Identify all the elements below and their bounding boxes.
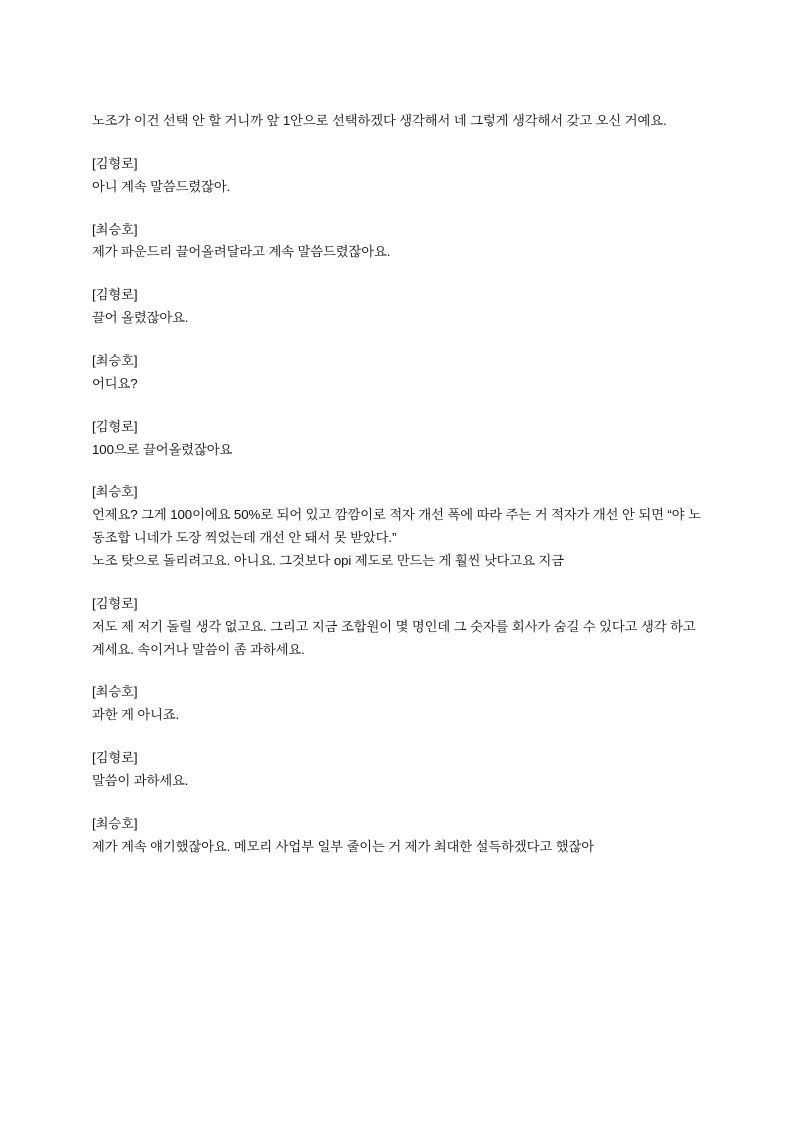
dialogue-block <box>92 153 708 199</box>
continuation-paragraph-block <box>92 110 708 133</box>
dialogue-line: 끌어 올렸잖아요. <box>92 310 189 326</box>
speaker-label: [김형로] <box>92 750 138 766</box>
speaker-label: [최승호] <box>92 221 138 237</box>
dialogue-line: 제가 계속 얘기했잖아요. 메모리 사업부 일부 줄이는 거 제가 최대한 설득하겠다고 했잖아 <box>92 838 594 854</box>
speaker-label: [최승호] <box>92 815 138 831</box>
speaker-label: [최승호] <box>92 484 138 500</box>
speaker-label: [김형로] <box>92 287 138 303</box>
transcript-body <box>92 110 708 859</box>
dialogue-line: 언제요? 그게 100이에요 50%로 되어 있고 깜깜이로 적자 개선 폭에 따라 주는 거 적자가 개선 안 되면 “야 노동조합 니네가 도장 찍었는데 개선 안 돼서 못 받았다.” <box>92 507 701 546</box>
dialogue-block <box>92 219 708 265</box>
dialogue-line: 말씀이 과하세요. <box>92 773 189 789</box>
speaker-label: [김형로] <box>92 595 138 611</box>
dialogue-line: 아니 계속 말씀드렸잖아. <box>92 178 231 194</box>
dialogue-line: 과한 게 아니죠. <box>92 707 180 723</box>
dialogue-line: 제가 파운드리 끌어올려달라고 계속 말씀드렸잖아요. <box>92 244 391 260</box>
continuation-paragraph: 노조가 이건 선택 안 할 거니까 앞 1안으로 선택하겠다 생각해서 네 그렇게 생각해서 갖고 오신 거예요. <box>92 113 667 128</box>
dialogue-block <box>92 747 708 793</box>
speaker-label: [최승호] <box>92 684 138 700</box>
dialogue-block <box>92 284 708 330</box>
dialogue-block <box>92 350 708 396</box>
dialogue-block <box>92 593 708 662</box>
speaker-label: [김형로] <box>92 418 138 434</box>
dialogue-block <box>92 416 708 462</box>
speaker-label: [김형로] <box>92 155 138 171</box>
dialogue-block <box>92 481 708 572</box>
dialogue-line: 저도 제 저기 돌릴 생각 없고요. 그리고 지금 조합원이 몇 명인데 그 숫자를 회사가 숨길 수 있다고 생각 하고 계세요. 속이거나 말씀이 좀 과하세요. <box>92 618 700 657</box>
dialogue-block <box>92 681 708 727</box>
speaker-label: [최승호] <box>92 353 138 369</box>
dialogue-line: 100으로 끌어올렸잖아요 <box>92 441 233 457</box>
dialogue-line: 어디요? <box>92 375 138 391</box>
dialogue-line: 노조 탓으로 돌리려고요. 아니요. 그것보다 opi 제도로 만드는 게 훨씬 낫다고요 지금 <box>92 553 565 569</box>
dialogue-block <box>92 813 708 859</box>
